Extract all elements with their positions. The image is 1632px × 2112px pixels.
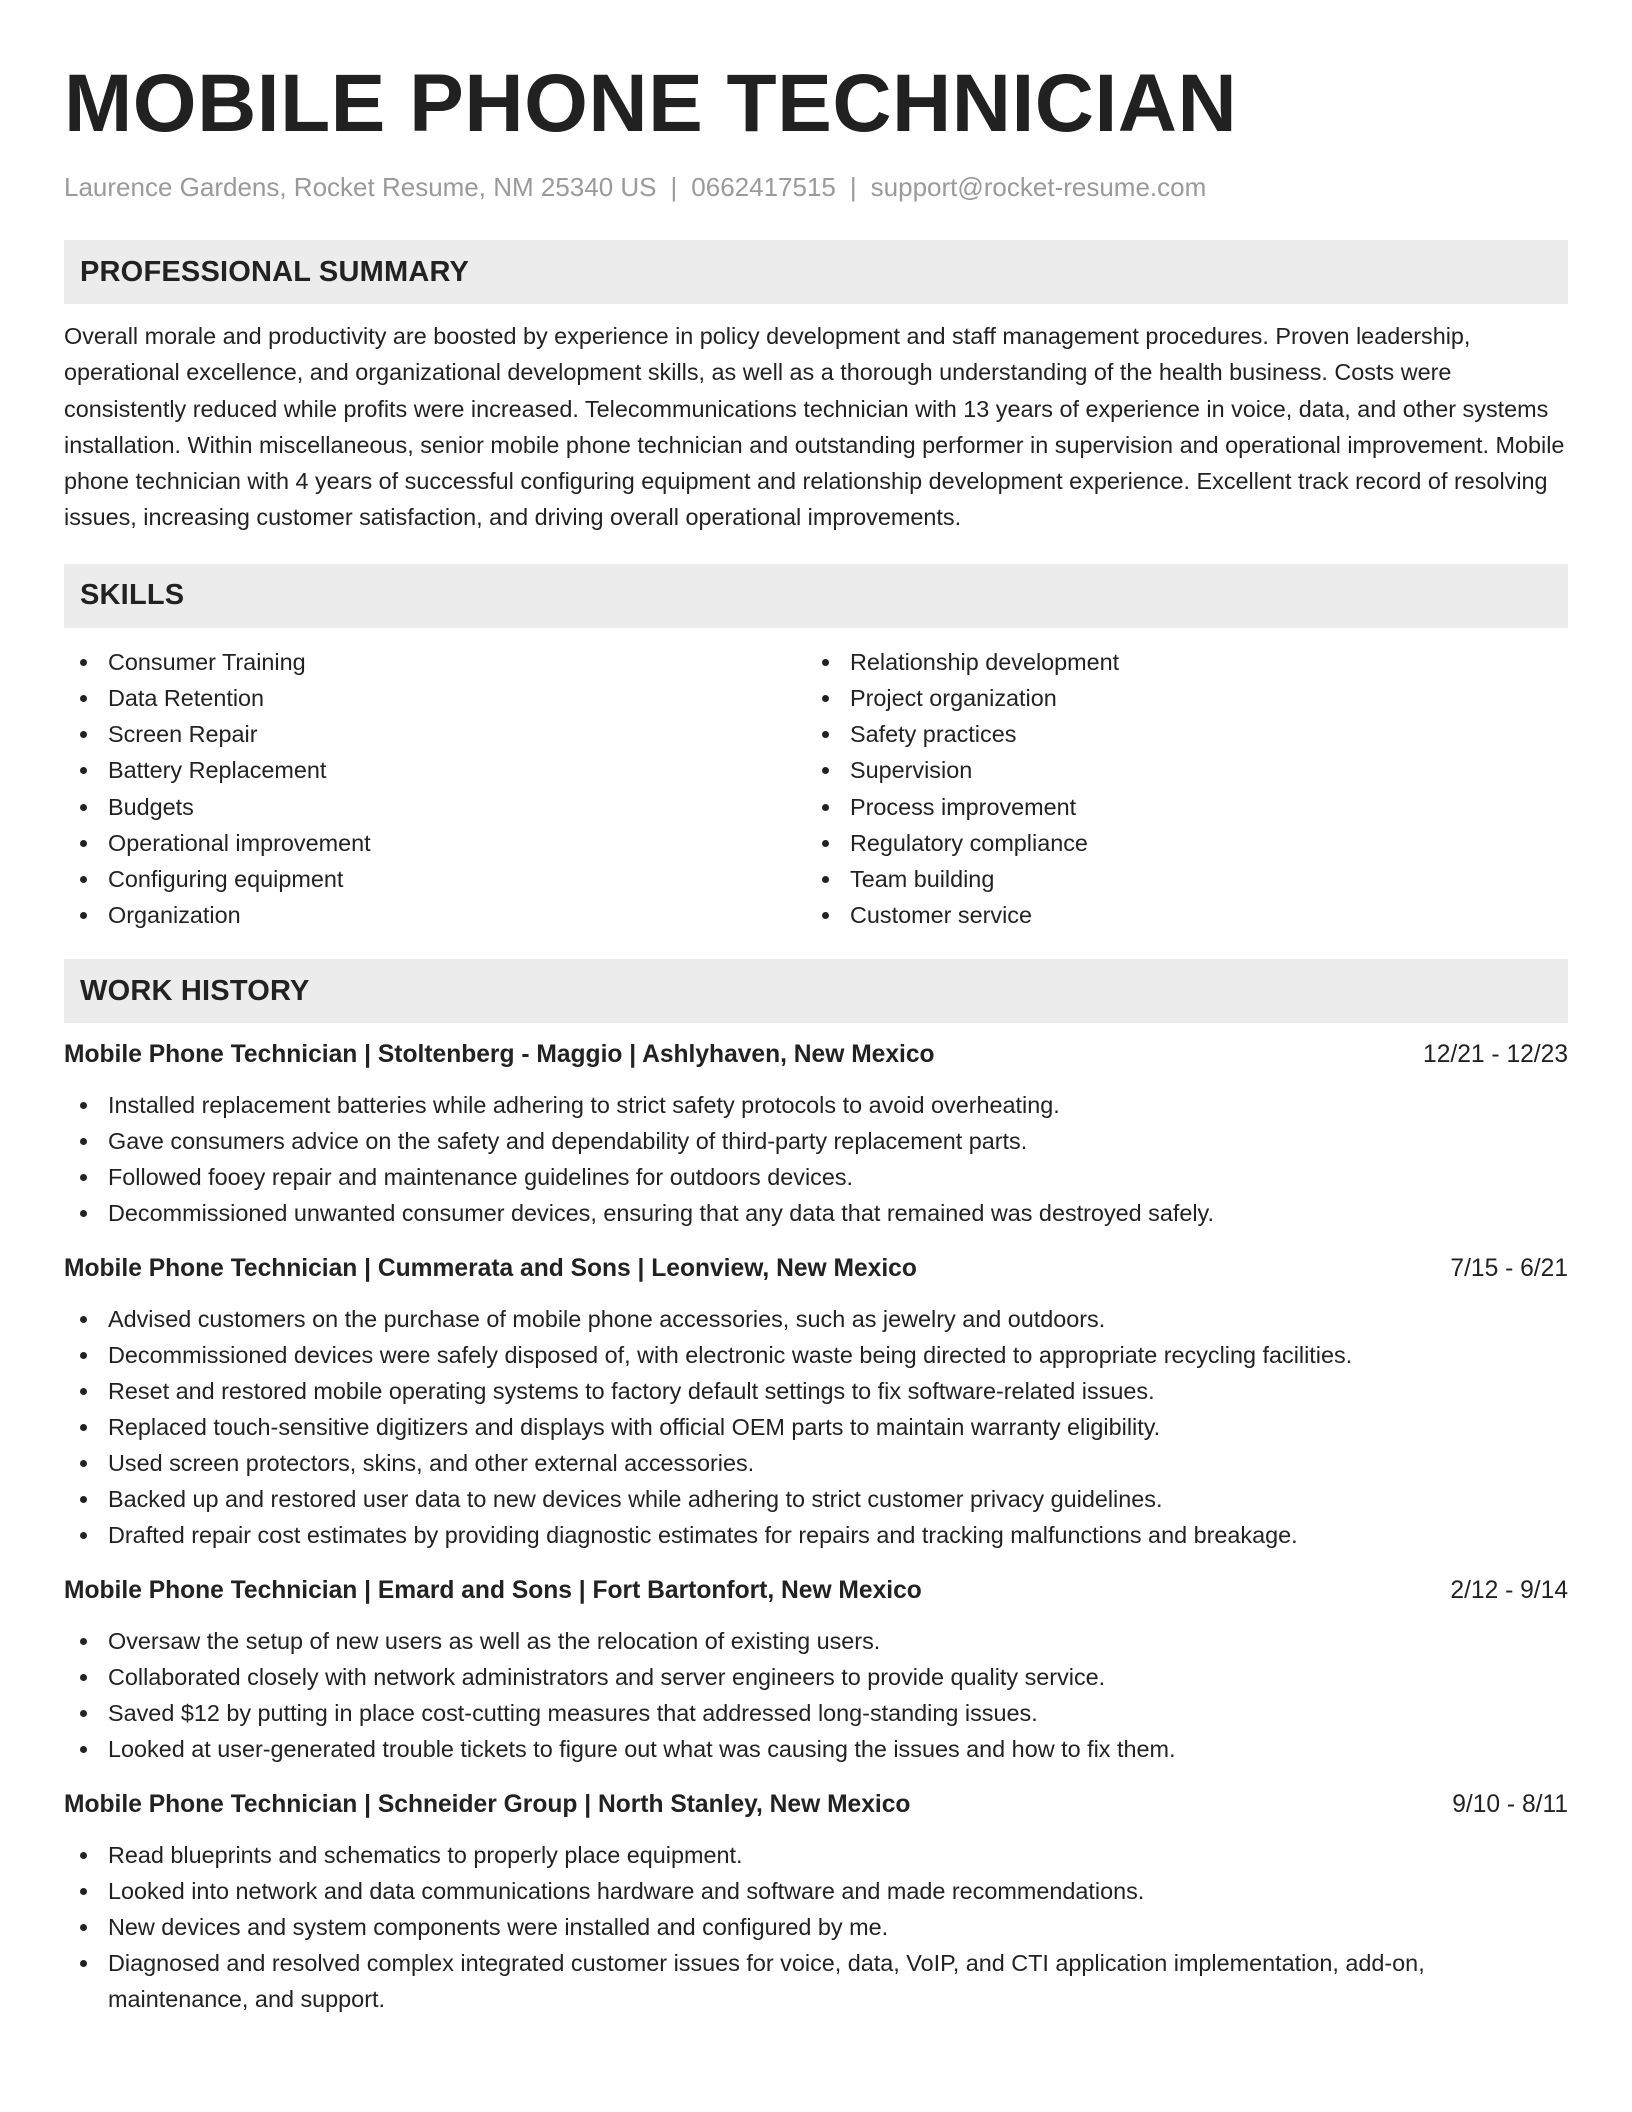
job-bullet: Followed fooey repair and maintenance guidelines for outdoors devices. bbox=[64, 1159, 1568, 1195]
job-bullet: Drafted repair cost estimates by providing diagnostic estimates for repairs and tracking malfunctions and breakage. bbox=[64, 1517, 1568, 1553]
skill-item: Customer service bbox=[806, 897, 1548, 933]
resume-page bbox=[64, 56, 1568, 2017]
job-bullet: Replaced touch-sensitive digitizers and displays with official OEM parts to maintain warranty eligibility. bbox=[64, 1409, 1568, 1445]
job-header bbox=[64, 1251, 1568, 1287]
job-dates: 2/12 - 9/14 bbox=[1450, 1577, 1568, 1605]
section-heading-work-history: WORK HISTORY bbox=[64, 959, 1568, 1023]
skill-item: Team building bbox=[806, 861, 1548, 897]
job-bullets bbox=[64, 1301, 1568, 1553]
summary-paragraph: Overall morale and productivity are boosted by experience in policy development and staff management procedures. Proven leadership, operational excellence, and organizational development skills, as well as a thorough understanding of the health business. Costs were consistently reduced while profits were increased. Telecommunications technician with 13 years of experience in voice, data, and other systems installation. Within miscellaneous, senior mobile phone technician and outstanding performer in supervision and operational improvement. Mobile phone technician with 4 years of successful configuring equipment and relationship development experience. Excellent track record of resolving issues, increasing customer satisfaction, and driving overall operational improvements. bbox=[64, 323, 1565, 531]
skills-column-right bbox=[806, 644, 1548, 934]
job-bullets bbox=[64, 1837, 1568, 2017]
skill-item: Operational improvement bbox=[64, 825, 806, 861]
skill-item: Battery Replacement bbox=[64, 752, 806, 788]
job-bullet: Gave consumers advice on the safety and dependability of third-party replacement parts. bbox=[64, 1123, 1568, 1159]
skill-item: Safety practices bbox=[806, 716, 1548, 752]
job-header bbox=[64, 1787, 1568, 1823]
job-dates: 9/10 - 8/11 bbox=[1452, 1791, 1568, 1819]
job-entry bbox=[64, 1251, 1568, 1553]
section-heading-summary: PROFESSIONAL SUMMARY bbox=[64, 240, 1568, 304]
job-dates: 7/15 - 6/21 bbox=[1450, 1255, 1568, 1283]
job-bullet: Looked at user-generated trouble tickets to figure out what was causing the issues and how to fix them. bbox=[64, 1731, 1568, 1767]
job-title: Mobile Phone Technician | Stoltenberg - Maggio | Ashlyhaven, New Mexico bbox=[64, 1041, 935, 1069]
job-bullet: Decommissioned devices were safely disposed of, with electronic waste being directed to appropriate recycling facilities. bbox=[64, 1337, 1568, 1373]
job-entry bbox=[64, 1787, 1568, 2017]
job-bullet: Diagnosed and resolved complex integrated customer issues for voice, data, VoIP, and CTI application implementation, add-on, maintenance, and support. bbox=[64, 1945, 1568, 2017]
skill-item: Budgets bbox=[64, 789, 806, 825]
contact-line bbox=[64, 170, 1568, 204]
skills-list bbox=[64, 644, 1568, 934]
job-bullet: Advised customers on the purchase of mobile phone accessories, such as jewelry and outdoors. bbox=[64, 1301, 1568, 1337]
job-title: Mobile Phone Technician | Emard and Sons | Fort Bartonfort, New Mexico bbox=[64, 1577, 922, 1605]
contact-separator: | bbox=[670, 172, 678, 202]
contact-separator: | bbox=[849, 172, 857, 202]
contact-address: Laurence Gardens, Rocket Resume, NM 25340 US bbox=[64, 172, 657, 202]
job-bullet: Read blueprints and schematics to properly place equipment. bbox=[64, 1837, 1568, 1873]
resume-title: MOBILE PHONE TECHNICIAN bbox=[64, 58, 1238, 149]
job-bullet: Backed up and restored user data to new devices while adhering to strict customer privacy guidelines. bbox=[64, 1481, 1568, 1517]
job-bullet: Oversaw the setup of new users as well as the relocation of existing users. bbox=[64, 1623, 1568, 1659]
job-bullet: Saved $12 by putting in place cost-cutting measures that addressed long-standing issues. bbox=[64, 1695, 1568, 1731]
job-bullet: Decommissioned unwanted consumer devices, ensuring that any data that remained was destroyed safely. bbox=[64, 1195, 1568, 1231]
job-title: Mobile Phone Technician | Cummerata and Sons | Leonview, New Mexico bbox=[64, 1255, 917, 1283]
job-bullets bbox=[64, 1087, 1568, 1231]
job-bullet: Used screen protectors, skins, and other external accessories. bbox=[64, 1445, 1568, 1481]
skill-item: Organization bbox=[64, 897, 806, 933]
job-dates: 12/21 - 12/23 bbox=[1423, 1041, 1568, 1069]
job-entry bbox=[64, 1037, 1568, 1231]
skill-item: Regulatory compliance bbox=[806, 825, 1548, 861]
job-bullet: Installed replacement batteries while adhering to strict safety protocols to avoid overheating. bbox=[64, 1087, 1568, 1123]
job-bullets bbox=[64, 1623, 1568, 1767]
skill-item: Project organization bbox=[806, 680, 1548, 716]
job-bullet: Reset and restored mobile operating systems to factory default settings to fix software-related issues. bbox=[64, 1373, 1568, 1409]
skill-item: Configuring equipment bbox=[64, 861, 806, 897]
skill-item: Relationship development bbox=[806, 644, 1548, 680]
skill-item: Process improvement bbox=[806, 789, 1548, 825]
job-bullet: Collaborated closely with network administrators and server engineers to provide quality service. bbox=[64, 1659, 1568, 1695]
skill-item: Supervision bbox=[806, 752, 1548, 788]
job-bullet: Looked into network and data communications hardware and software and made recommendations. bbox=[64, 1873, 1568, 1909]
skills-column-left bbox=[64, 644, 806, 934]
contact-email: support@rocket-resume.com bbox=[870, 172, 1207, 202]
job-header bbox=[64, 1573, 1568, 1609]
job-title: Mobile Phone Technician | Schneider Group | North Stanley, New Mexico bbox=[64, 1791, 911, 1819]
skill-item: Data Retention bbox=[64, 680, 806, 716]
section-heading-skills: SKILLS bbox=[64, 564, 1568, 628]
skill-item: Screen Repair bbox=[64, 716, 806, 752]
contact-phone: 0662417515 bbox=[691, 172, 836, 202]
skill-item: Consumer Training bbox=[64, 644, 806, 680]
job-header bbox=[64, 1037, 1568, 1073]
job-entry bbox=[64, 1573, 1568, 1767]
job-bullet: New devices and system components were installed and configured by me. bbox=[64, 1909, 1568, 1945]
